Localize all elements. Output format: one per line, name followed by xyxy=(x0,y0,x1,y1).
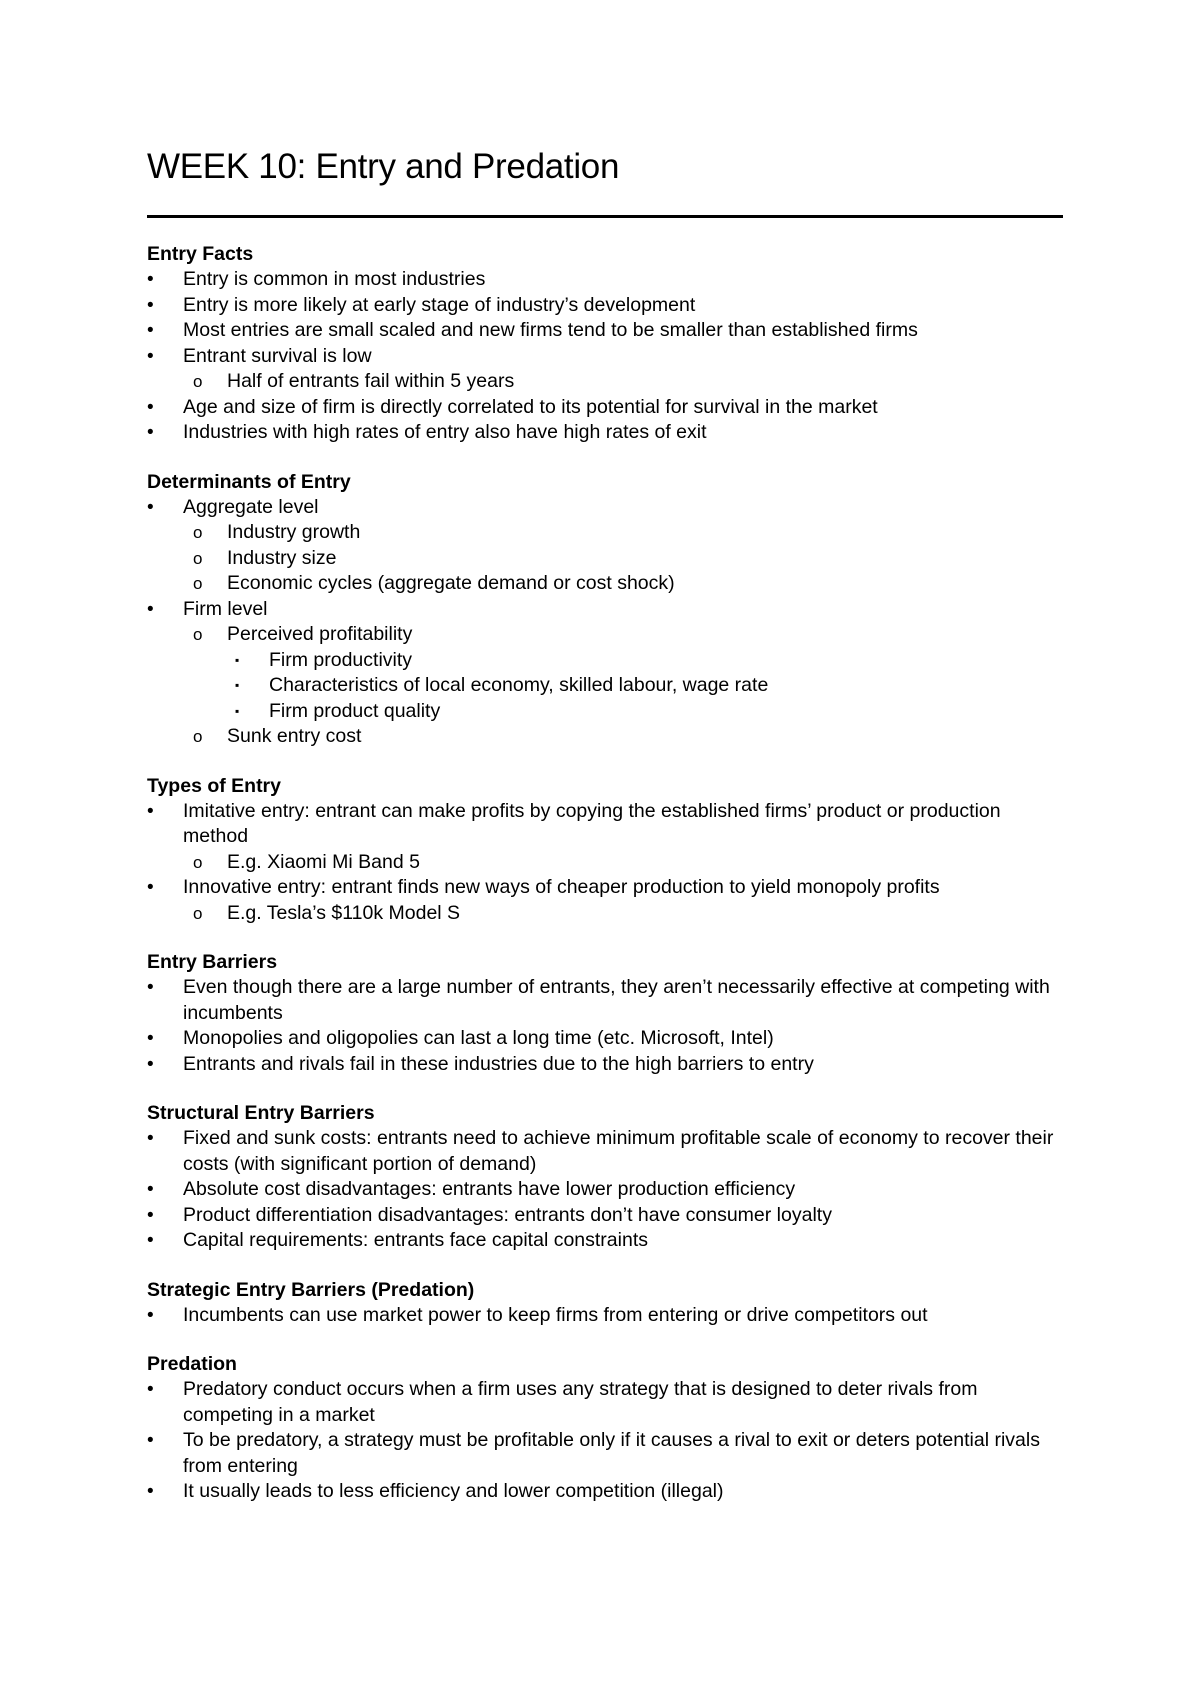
bullet-icon: • xyxy=(147,1430,154,1451)
list-item-text: Firm productivity xyxy=(269,648,413,671)
section-heading: Types of Entry xyxy=(147,774,281,797)
bullet-icon: • xyxy=(147,1128,154,1149)
list-item-text: Economic cycles (aggregate demand or cost shock) xyxy=(227,572,675,594)
bullet-icon: • xyxy=(147,800,154,822)
list-item xyxy=(147,520,1062,546)
bullet-icon: • xyxy=(147,1179,154,1200)
list-item xyxy=(147,1177,1062,1203)
circle-bullet-icon: o xyxy=(193,372,203,391)
bullet-icon: • xyxy=(147,320,154,341)
list-item xyxy=(147,850,1062,876)
list-item xyxy=(147,673,1062,699)
list-item xyxy=(147,622,1062,648)
bullet-list xyxy=(147,495,1062,750)
list-item-text: Entrant survival is low xyxy=(183,344,372,367)
list-item-text: Half of entrants fail within 5 years xyxy=(227,370,515,392)
bullet-list xyxy=(147,799,1062,927)
title-divider xyxy=(147,215,1063,218)
list-item xyxy=(147,1126,1062,1177)
list-item xyxy=(147,495,1062,521)
section xyxy=(147,470,1062,750)
square-bullet-icon: ▪ xyxy=(235,703,240,718)
bullet-icon: • xyxy=(147,294,154,316)
bullet-list xyxy=(147,975,1062,1077)
list-item xyxy=(147,1479,1062,1505)
list-item-text: Aggregate level xyxy=(183,495,319,518)
square-bullet-icon: ▪ xyxy=(235,652,240,667)
list-item-text: Incumbents can use market power to keep firms from entering or drive competitors out xyxy=(183,1303,928,1326)
list-item-text: To be predatory, a strategy must be profitable only if it causes a rival to exit or deters potential rivals from entering xyxy=(183,1429,1040,1477)
bullet-icon: • xyxy=(147,1028,154,1049)
section xyxy=(147,1278,1062,1329)
bullet-list xyxy=(147,1126,1062,1254)
list-item-text: Imitative entry: entrant can make profits by copying the established firms’ product or production method xyxy=(183,799,1001,847)
list-item xyxy=(147,1377,1062,1428)
list-item-text: Innovative entry: entrant finds new ways of cheaper production to yield monopoly profits xyxy=(183,876,940,898)
list-item-text: E.g. Xiaomi Mi Band 5 xyxy=(227,850,420,873)
list-item xyxy=(147,597,1062,623)
bullet-icon: • xyxy=(147,1230,154,1251)
circle-bullet-icon: o xyxy=(193,548,203,568)
section xyxy=(147,950,1062,1077)
list-item-text: Monopolies and oligopolies can last a long time (etc. Microsoft, Intel) xyxy=(183,1027,774,1049)
section xyxy=(147,242,1062,446)
circle-bullet-icon: o xyxy=(193,903,203,923)
list-item-text: Absolute cost disadvantages: entrants have lower production efficiency xyxy=(183,1178,796,1200)
list-item-text: Product differentiation disadvantages: entrants don’t have consumer loyalty xyxy=(183,1203,832,1226)
list-item xyxy=(147,799,1062,850)
bullet-icon: • xyxy=(147,598,154,620)
list-item-text: Predatory conduct occurs when a firm uses any strategy that is designed to deter rivals from competing in a market xyxy=(183,1378,978,1426)
list-item xyxy=(147,648,1062,674)
bullet-icon: • xyxy=(147,1481,154,1502)
list-item xyxy=(147,875,1062,901)
list-item xyxy=(147,369,1062,395)
bullet-icon: • xyxy=(147,977,154,998)
list-item xyxy=(147,975,1062,1026)
list-item-text: Capital requirements: entrants face capital constraints xyxy=(183,1229,648,1251)
list-item xyxy=(147,1052,1062,1078)
page-title: WEEK 10: Entry and Predation xyxy=(147,147,620,186)
list-item xyxy=(147,1026,1062,1052)
list-item xyxy=(147,724,1062,750)
list-item-text: Firm product quality xyxy=(269,699,441,722)
list-item-text: Firm level xyxy=(183,597,268,620)
bullet-icon: • xyxy=(147,396,154,418)
list-item xyxy=(147,420,1062,446)
list-item xyxy=(147,901,1062,927)
list-item-text: Entry is more likely at early stage of industry’s development xyxy=(183,293,696,316)
bullet-icon: • xyxy=(147,496,154,518)
bullet-icon: • xyxy=(147,1053,154,1075)
list-item xyxy=(147,1228,1062,1254)
list-item-text: Industries with high rates of entry also have high rates of exit xyxy=(183,421,707,443)
list-item xyxy=(147,267,1062,293)
list-item-text: Even though there are a large number of entrants, they aren’t necessarily effective at competing with incumbents xyxy=(183,976,1050,1024)
bullet-icon: • xyxy=(147,1304,154,1326)
bullet-list xyxy=(147,1303,1062,1329)
circle-bullet-icon: o xyxy=(193,852,203,872)
section xyxy=(147,1101,1062,1254)
list-item xyxy=(147,546,1062,572)
list-item xyxy=(147,318,1062,344)
section xyxy=(147,1352,1062,1505)
bullet-icon: • xyxy=(147,345,154,367)
list-item xyxy=(147,699,1062,725)
list-item-text: Industry size xyxy=(227,546,337,569)
circle-bullet-icon: o xyxy=(193,727,203,746)
section-heading: Determinants of Entry xyxy=(147,470,351,493)
bullet-list xyxy=(147,267,1062,446)
list-item-text: Perceived profitability xyxy=(227,623,413,645)
list-item-text: Fixed and sunk costs: entrants need to achieve minimum profitable scale of economy to recover their costs (with significant portion of demand) xyxy=(183,1127,1054,1175)
list-item-text: Entry is common in most industries xyxy=(183,268,486,290)
list-item-text: Characteristics of local economy, skilled labour, wage rate xyxy=(269,674,769,696)
bullet-icon: • xyxy=(147,1379,154,1400)
bullet-icon: • xyxy=(147,269,154,290)
section-heading: Structural Entry Barriers xyxy=(147,1102,375,1124)
list-item-text: Most entries are small scaled and new firms tend to be smaller than established firms xyxy=(183,319,918,341)
list-item xyxy=(147,293,1062,319)
bullet-icon: • xyxy=(147,877,154,898)
section-heading: Entry Barriers xyxy=(147,951,278,973)
bullet-icon: • xyxy=(147,422,154,443)
list-item xyxy=(147,1428,1062,1479)
list-item xyxy=(147,1303,1062,1329)
list-item-text: E.g. Tesla’s $110k Model S xyxy=(227,901,461,924)
list-item xyxy=(147,395,1062,421)
section-heading: Entry Facts xyxy=(147,243,254,265)
section xyxy=(147,774,1062,927)
list-item-text: Sunk entry cost xyxy=(227,725,362,747)
list-item xyxy=(147,344,1062,370)
square-bullet-icon: ▪ xyxy=(235,678,240,692)
list-item-text: It usually leads to less efficiency and lower competition (illegal) xyxy=(183,1480,724,1502)
section-heading: Predation xyxy=(147,1353,237,1375)
circle-bullet-icon: o xyxy=(193,523,203,542)
list-item xyxy=(147,571,1062,597)
circle-bullet-icon: o xyxy=(193,625,203,644)
circle-bullet-icon: o xyxy=(193,574,203,593)
bullet-list xyxy=(147,1377,1062,1505)
document-body xyxy=(147,242,1062,1505)
list-item-text: Industry growth xyxy=(227,521,361,543)
list-item-text: Age and size of firm is directly correlated to its potential for survival in the market xyxy=(183,395,878,418)
list-item-text: Entrants and rivals fail in these industries due to the high barriers to entry xyxy=(183,1052,814,1075)
section-heading: Strategic Entry Barriers (Predation) xyxy=(147,1278,475,1301)
list-item xyxy=(147,1203,1062,1229)
bullet-icon: • xyxy=(147,1204,154,1226)
